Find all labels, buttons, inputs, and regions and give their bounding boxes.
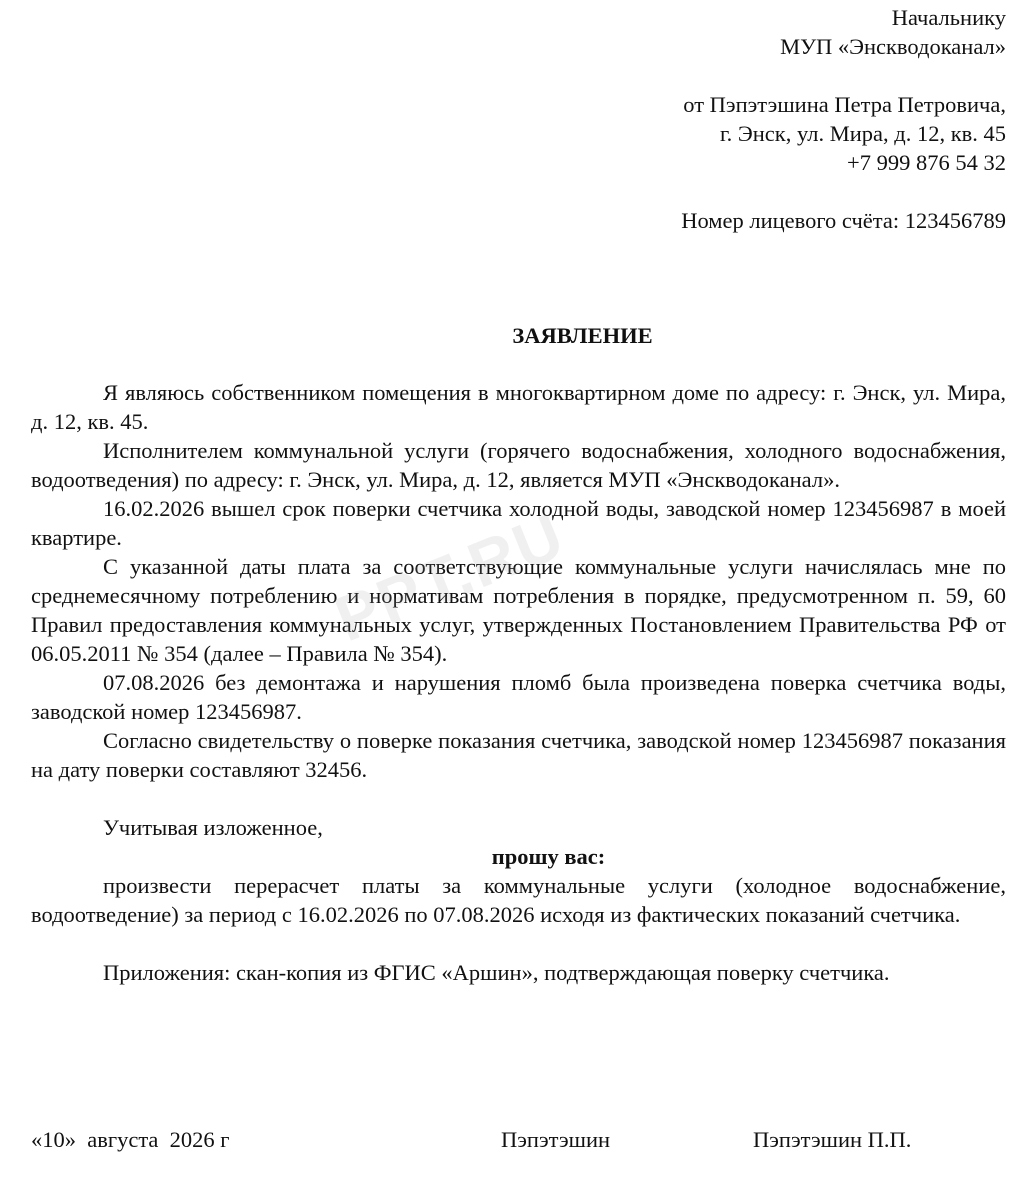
paragraph-attachments: Приложения: скан-копия из ФГИС «Аршин», подтверждающая поверку счетчика.: [103, 960, 890, 985]
statement-document: [31, 0, 1006, 1177]
signature-date: «10» августа 2026 г: [31, 1127, 230, 1152]
sender-address: г. Энск, ул. Мира, д. 12, кв. 45: [719, 121, 1006, 146]
watermark: PPT.RU: [325, 498, 575, 656]
paragraph-ownership: Я являюсь собственником помещения в многоквартирном доме по адресу: г. Энск, ул. Мира, д. 12, кв. 45.: [31, 380, 1006, 434]
paragraph-charges: С указанной даты плата за соответствующие коммунальные услуги начислялась мне по среднемесячному потреблению и нормативам потребления в порядке, предусмотренном п. 59, 60 Правил предоставления коммунальных услуг, утвержденных Постановлением Правительства РФ от 06.05.2011 № 354 (далее – Правила № 354).: [31, 554, 1006, 666]
document-title: ЗАЯВЛЕНИЕ: [512, 323, 653, 348]
paragraph-request: произвести перерасчет платы за коммунальные услуги (холодное водоснабжение, водоотведение) за период с 16.02.2026 по 07.08.2026 исходя из фактических показаний счетчика.: [31, 873, 1006, 927]
document-footer: [31, 1125, 1006, 1154]
document-body: [31, 378, 1006, 987]
request-heading: прошу вас:: [491, 844, 606, 869]
recipient-title: Начальнику: [891, 5, 1006, 30]
signer-name: Пэпэтэшин П.П.: [753, 1127, 912, 1152]
sender-phone: +7 999 876 54 32: [847, 150, 1006, 175]
signature: Пэпэтэшин: [501, 1127, 611, 1152]
account-number: Номер лицевого счёта: 123456789: [681, 208, 1006, 233]
paragraph-meter-expiry: 16.02.2026 вышел срок поверки счетчика холодной воды, заводской номер 123456987 в моей квартире.: [31, 496, 1006, 550]
document-header: [681, 3, 1006, 235]
paragraph-verification: 07.08.2026 без демонтажа и нарушения пломб была произведена поверка счетчика воды, заводской номер 123456987.: [31, 670, 1006, 724]
paragraph-service-provider: Исполнителем коммунальной услуги (горячего водоснабжения, холодного водоснабжения, водоотведения) по адресу: г. Энск, ул. Мира, д. 12, является МУП «Энскводоканал».: [31, 438, 1006, 492]
sender-name: от Пэпэтэшина Петра Петровича,: [683, 92, 1006, 117]
paragraph-considering: Учитывая изложенное,: [103, 815, 323, 840]
recipient-organization: МУП «Энскводоканал»: [780, 34, 1006, 59]
paragraph-readings: Согласно свидетельству о поверке показания счетчика, заводской номер 123456987 показания на дату поверки составляют 32456.: [31, 728, 1006, 782]
